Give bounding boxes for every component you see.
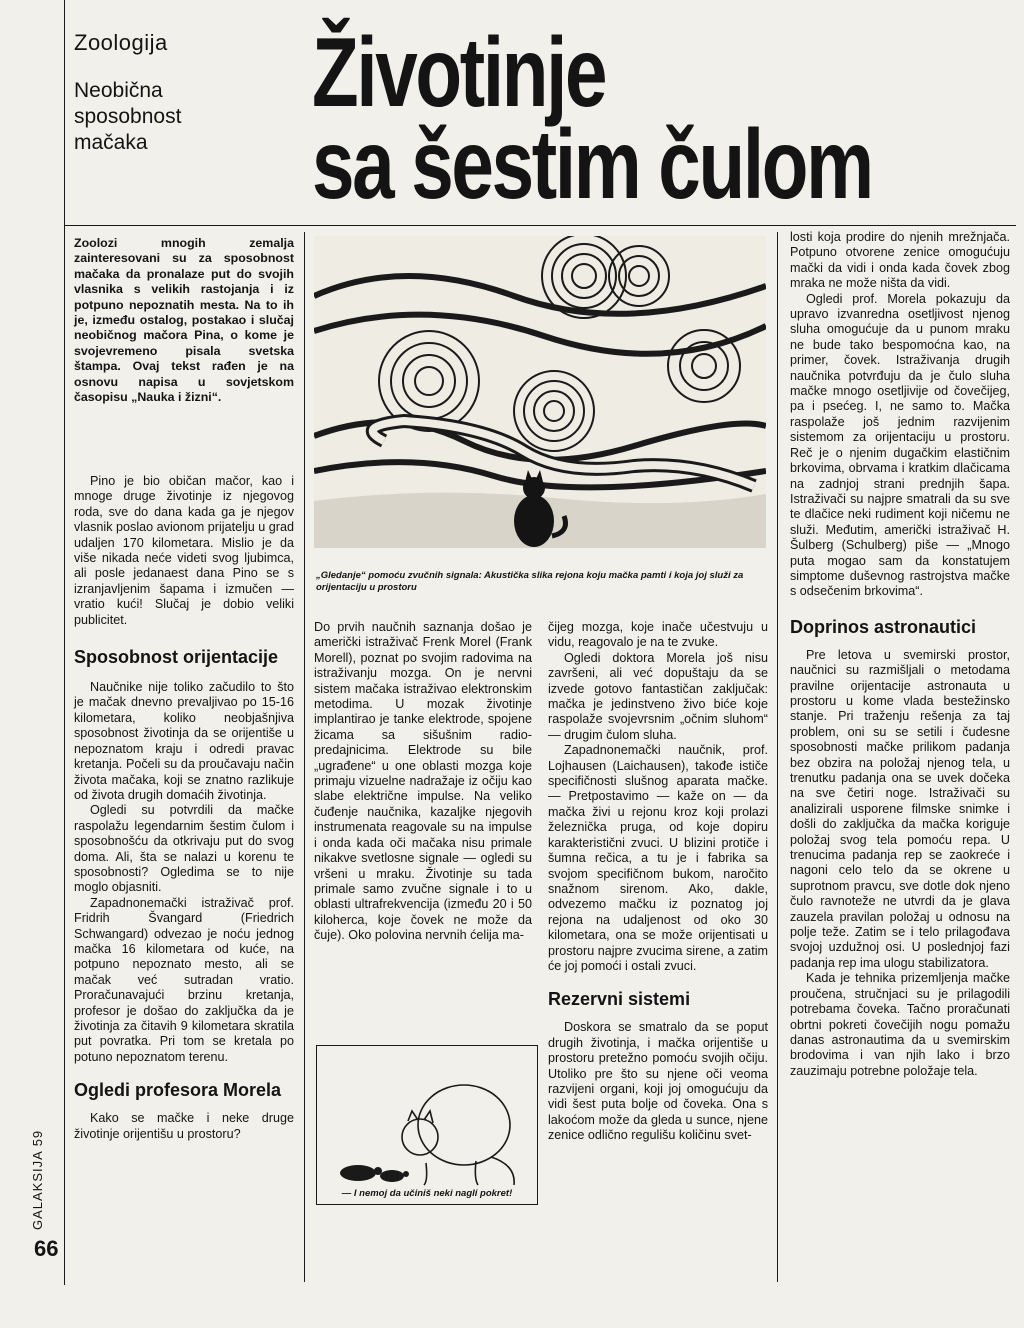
paragraph: Do prvih naučnih saznanja došao je američki istraživač Frenk Morel (Frank Morell), poznat po svojim radovima na istraživanju mozga. On je nervni sistem mačaka istraživao elektronskim metodima. U mozak životinje implantirao je tanke elektrode, spojene žicama sa sišušnim radio-predajnicima. Elektrode su bile „ugrađene“ u one oblasti mozga koje primaju vizuelne nadražaje iz očiju kao slabe električne impulse. Na veliko čuđenje naučnika, kazaljke njegovih instrumenata reagovale su na impulse i onda kada oči mačaka nisu primale nikakve svetlosne signale — ogledi su vršeni u mraku. Životinje su tada primale samo zvučne signale i to u oblasti ultrafrekvencija (između 20 i 50 kiloherca, koje čovek ne može da čuje). Oko polovina nervnih ćelija ma-: [314, 620, 532, 943]
paragraph: Naučnike nije toliko začudilo to što je mačak dnevno prevaljivao po 15-16 kilometara, koliko neobjašnjiva sposobnost životinja da se orijentiše u nepoznatom kraju i odredi pravac kretanja. Počeli su da proučavaju način života mačaka, koji se znatno razlikuje od života drugih domaćih životinja.: [74, 680, 294, 802]
paragraph: Pre letova u svemirski prostor, naučnici su razmišljali o metodama pravilne orijentacije astronauta u prostoru u kome vlada bestežinsko stanje. Pri traženju rešenja za taj problem, oni su se setili i čudesne sposobnosti mačke prilikom padanja bez obzira na položaj njenog tela, u trenutku padanja ona se uvek dočeka na sve četiri noge. Istraživači su analizirali usporene filmske snimke i došli do zaključka da mačka koriguje položaj svog tela pomoću repa. U trenucima padanja rep se zaokreće i nagoni celo telo da se okrene u suprotnom pravcu, sve dotle dok njeno čulo ravnoteže ne utvrdi da je glava zauzela pravilan položaj u odnosu na polje teže. Zatim se i telo prilagođava svojoj uzdužnoj osi. U poslednjoj fazi padanja rep ima ulogu stabilizatora.: [790, 647, 1010, 970]
acoustic-landscape-illustration: [314, 236, 766, 548]
column-rule-1: [304, 232, 305, 1282]
column-1: [74, 474, 294, 1142]
subhead-morel-experiments: Ogledi profesora Morela: [74, 1080, 282, 1101]
cartoon-caption: — I nemoj da učiniš neki nagli pokret!: [341, 1188, 513, 1199]
paragraph: Zapadnonemački istraživač prof. Fridrih Švangard (Friedrich Schwangard) odvezao je noću jednog mačka 16 kilometara od kuće, na potpuno nepoznato mesto, ali se mačak već sutradan vratio. Proračunavajući brzinu kretanja, profesor je došao do zaključka da je životinja za čitavih 9 kilometara skratila put povratka. Pri tom se kretala po potuno nepoznatom terenu.: [74, 895, 294, 1064]
illustration-caption: „Gledanje“ pomoću zvučnih signala: Akustička slika rejona koju mačka pamti i koja joj služi za orijentaciju u prostoru: [316, 570, 744, 593]
paragraph: Kako se mačke i neke druge životinje orijentišu u prostoru?: [74, 1111, 294, 1141]
section-label: Zoologija: [74, 30, 168, 55]
cat-and-turtles-cartoon: [316, 1045, 538, 1205]
subhead-backup-systems: Rezervni sistemi: [548, 989, 691, 1010]
paragraph: Ogledi prof. Morela pokazuju da upravo izvanredna osetljivost njenog sluha omogućuje da u punom mraku ne bude tako bespomoćna kao, na primer, čovek. Istraživanja drugih naučnika potvrđuju da je čulo sluha mačke mnogo osetljivije od čovečijeg, pa i psećeg. I, ne samo to. Mačka raspolaže još jednim razvijenim sistemom za orijentaciju u prostoru. Reč je o njenim dugačkim elastičnim brkovima, obrvama i kratkim dlačicama na zadnjoj strani prednjih šapa. Istraživači su najpre smatrali da su sve te dlačice neki rudiment koji ničemu ne služi. Međutim, američki istraživač H. Šulberg (Schulberg) piše — „Mnogo puta mogao sam da konstatujem simptome duševnog rastrojstva mačke s odsečenim brkovima“.: [790, 291, 1010, 599]
header-rule: [64, 225, 1016, 226]
column-rule-4: [777, 232, 778, 1282]
headline-line-1: Životinje: [312, 17, 606, 127]
left-margin-rule: [64, 0, 65, 1285]
column-4: [790, 230, 1010, 1079]
intro-paragraph: Pino je bio običan mačor, kao i mnoge druge životinje iz njegovog roda, sve do dana kada ga je njegov vlasnik poslao avionom prijatelju u grad udaljen 170 kilometara. Mislio je da više nikada neće videti svog ljubimca, ali posle jedanaest dana Pino se s izranjavljenim šapama i izmučen — vratio kući! Slučaj je dobio veliki publicitet.: [74, 474, 294, 627]
headline-line-2: sa šestim čulom: [312, 109, 872, 219]
paragraph: Ogledi su potvrdili da mačke raspolažu legendarnim šestim čulom i sposobnošću da otkrivaju put do svog doma. Ali, šta se nalazi u korenu te sposobnosti? Ogledima se to nije moglo objasniti.: [74, 803, 294, 895]
article-subtitle: Neobična sposobnost mačaka: [74, 79, 182, 154]
paragraph: Kada je tehnika prizemljenja mačke proučena, stručnjaci su je prilagodili potrebama čoveka. Tačno proračunati obrtni pokreti čovečijih nogu pomažu danas astronautima da u svemirskim brodovima i van njih lako i brzo zauzimaju potrebne položaje tela.: [790, 971, 1010, 1078]
page-number: 66: [34, 1236, 59, 1261]
paragraph: Ogledi doktora Morela još nisu završeni, ali već dopuštaju da se izvede gotovo fantastičan zaključak: mačka je jedinstveno živo biće koje raspolaže svojevrsnim „očnim sluhom“ — drugim čulom sluha.: [548, 650, 768, 742]
paragraph: čijeg mozga, koje inače učestvuju u vidu, reagovalo je na te zvuke.: [548, 620, 768, 650]
paragraph: Zapadnonemački naučnik, prof. Lojhausen (Laichausen), takođe ističe specifičnosti slušnog aparata mačke. — Pretpostavimo — kaže on — da mačka živi u rejonu kroz koji prolazi železnička pruga, od koje dopiru karakteristični zvuci. U blizini protiče i šumna rečica, a tu je i fabrika sa svojom specifičnom bukom, naročito snažnom sirenom. Ako, dakle, odvezemo mačku iz poznatog joj rejona na udaljenost od oko 30 kilometara, ona se može orijentisati u prostoru najpre zvucima sirene, a zatim će joj pomoći i ostali zvuci.: [548, 743, 768, 973]
magazine-issue-label: GALAKSIJA 59: [30, 1129, 45, 1230]
subhead-orientation: Sposobnost orijentacije: [74, 647, 279, 668]
paragraph: Doskora se smatralo da se poput drugih životinja, i mačka orijentiše u prostoru pretežno pomoću svojih očiju. Utoliko pre što su njene oči veoma razvijeni organi, koji joj omogućuju da vidi šest puta bolje od čoveka. Ona s lakoćom može da gleda u sunce, njene zenice odlično regulišu količinu svet-: [548, 1020, 768, 1143]
lead-paragraph: Zoolozi mnogih zemalja zainteresovani su za sposobnost mačaka da pronalaze put do svojih vlasnika s velikih rastojanja i iz potpuno nepoznatih mesta. Na to ih je, između ostalog, postakao i slučaj neobičnog mačora Pina, o kome je svojevremeno pisala svetska štampa. Ovaj tekst rađen je na osnovu napisa u sovjetskom časopisu „Nauka i žizni“.: [74, 236, 294, 405]
column-3: [548, 620, 768, 1144]
paragraph: losti koja prodire do njenih mrežnjača. Potpuno otvorene zenice omogućuju mački da vidi i onda kada čovek zbog mraka ne može ništa da vidi.: [790, 230, 1010, 291]
column-2: [314, 620, 532, 944]
subhead-astronautics: Doprinos astronautici: [790, 616, 977, 637]
